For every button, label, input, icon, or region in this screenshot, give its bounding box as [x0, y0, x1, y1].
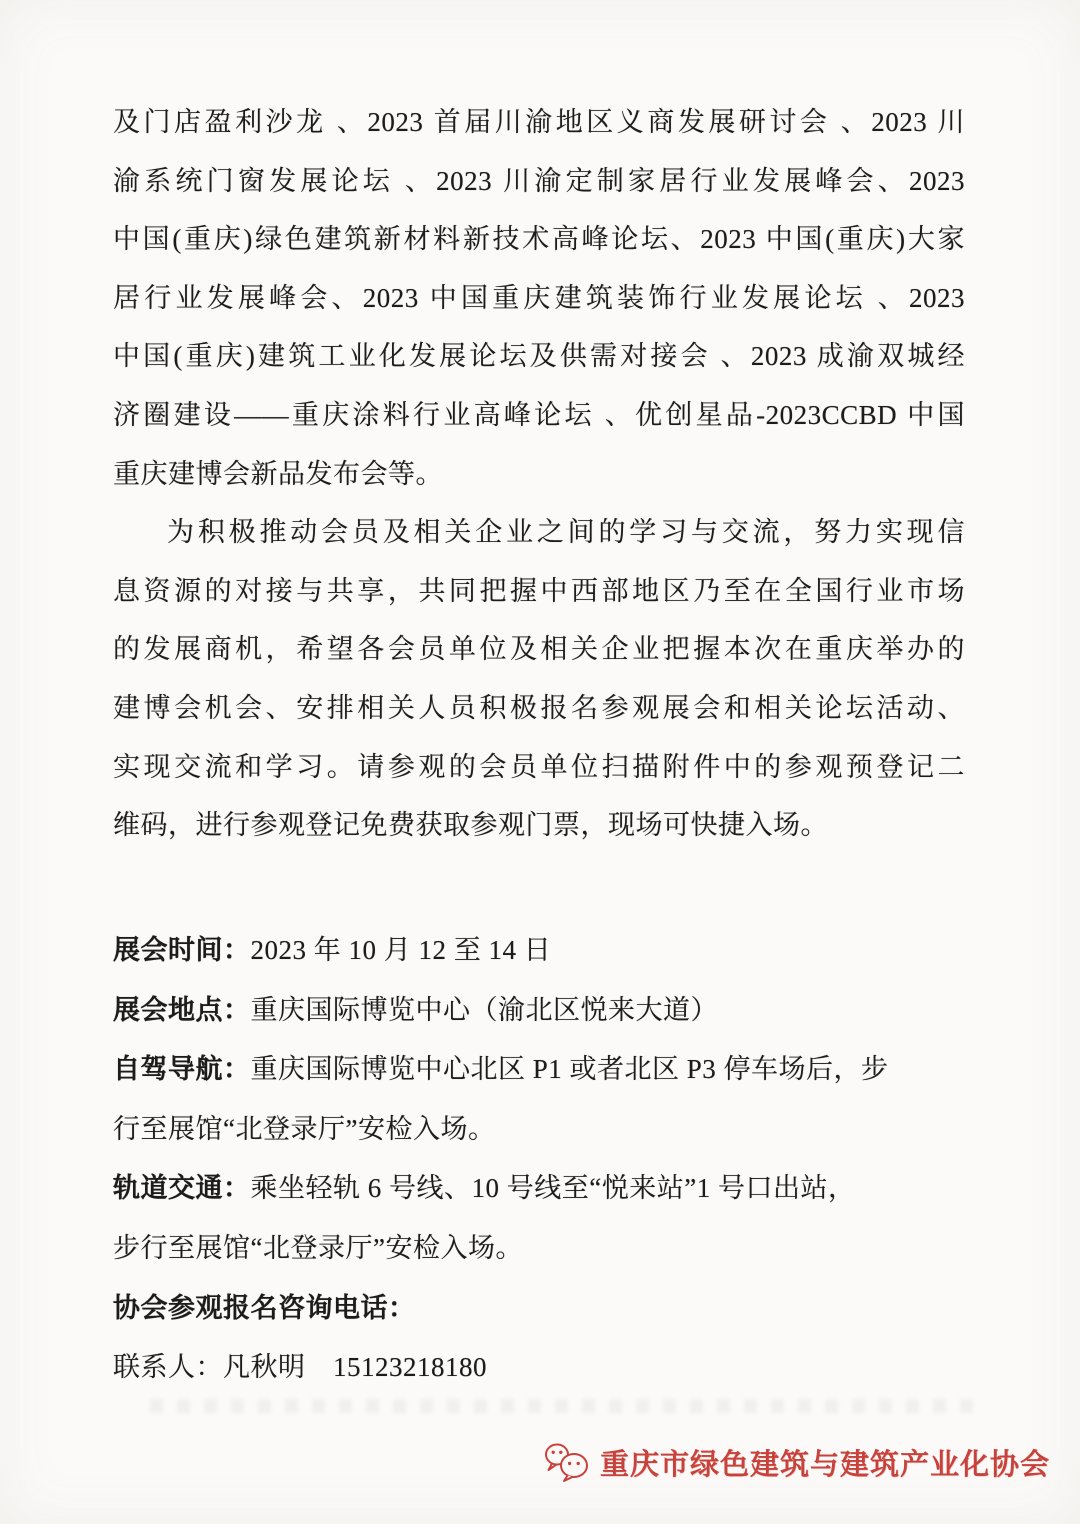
info-label: 展会时间： [113, 935, 251, 965]
info-text: 乘坐轻轨 6 号线、10 号线至“悦来站”1 号口出站， [250, 1173, 856, 1204]
info-text: 重庆国际博览中心（渝北区悦来大道） [250, 994, 718, 1025]
info-line-exhibition-time [113, 921, 965, 981]
scan-bleedthrough-artifact [150, 1399, 980, 1413]
info-text: 重庆国际博览中心北区 P1 或者北区 P3 停车场后，步 [250, 1054, 889, 1085]
body-line: 重庆建博会新品发布会等。 [113, 458, 443, 489]
info-label: 自驾导航： [113, 1054, 251, 1085]
info-text: 2023 年 10 月 12 至 14 日 [250, 935, 552, 965]
body-line: 建博会机会、安排相关人员积极报名参观展会和相关论坛活动、 [113, 692, 965, 723]
body-line: 中国(重庆)建筑工业化发展论坛及供需对接会 、2023 成渝双城经 [113, 341, 965, 372]
body-line: 的发展商机，希望各会员单位及相关企业把握本次在重庆举办的 [113, 634, 965, 665]
info-line-phone-heading [113, 1279, 965, 1339]
wechat-icon [543, 1441, 591, 1483]
info-line-rail-transit [113, 1159, 965, 1219]
info-label: 展会地点： [113, 994, 251, 1025]
info-label: 协会参观报名咨询电话： [113, 1292, 416, 1323]
info-line-driving-directions-cont [113, 1100, 965, 1160]
body-line: 及门店盈利沙龙 、2023 首届川渝地区义商发展研讨会 、2023 川 [113, 107, 965, 137]
body-line: 息资源的对接与共享，共同把握中西部地区乃至在全国行业市场 [113, 575, 965, 606]
body-line: 居行业发展峰会、2023 中国重庆建筑装饰行业发展论坛 、2023 [113, 282, 965, 313]
info-label: 轨道交通： [113, 1173, 251, 1204]
info-text: 联系人：凡秋明 15123218180 [113, 1352, 487, 1383]
org-name: 重庆市绿色建筑与建筑产业化协会 [599, 1448, 1050, 1481]
info-text: 步行至展馆“北登录厅”安检入场。 [113, 1232, 523, 1263]
body-line: 维码，进行参观登记免费获取参观门票，现场可快捷入场。 [113, 810, 828, 841]
info-line-driving-directions [113, 1040, 965, 1100]
body-line: 实现交流和学习。请参观的会员单位扫描附件中的参观预登记二 [113, 751, 965, 782]
body-line: 中国(重庆)绿色建筑新材料新技术高峰论坛、2023 中国(重庆)大家 [113, 224, 965, 255]
exhibition-info [113, 921, 965, 1398]
info-text: 行至展馆“北登录厅”安检入场。 [113, 1113, 496, 1144]
body-line: 济圈建设——重庆涂料行业高峰论坛 、优创星品-2023CCBD 中国 [113, 399, 965, 430]
body-line: 为积极推动会员及相关企业之间的学习与交流，努力实现信 [167, 517, 965, 548]
info-line-contact-person [113, 1338, 965, 1398]
footer-watermark [543, 1441, 1050, 1483]
info-line-exhibition-venue [113, 981, 965, 1041]
info-line-rail-transit-cont [113, 1219, 965, 1279]
body-line: 渝系统门窗发展论坛 、2023 川渝定制家居行业发展峰会、2023 [113, 165, 965, 196]
letter-body [113, 93, 965, 855]
